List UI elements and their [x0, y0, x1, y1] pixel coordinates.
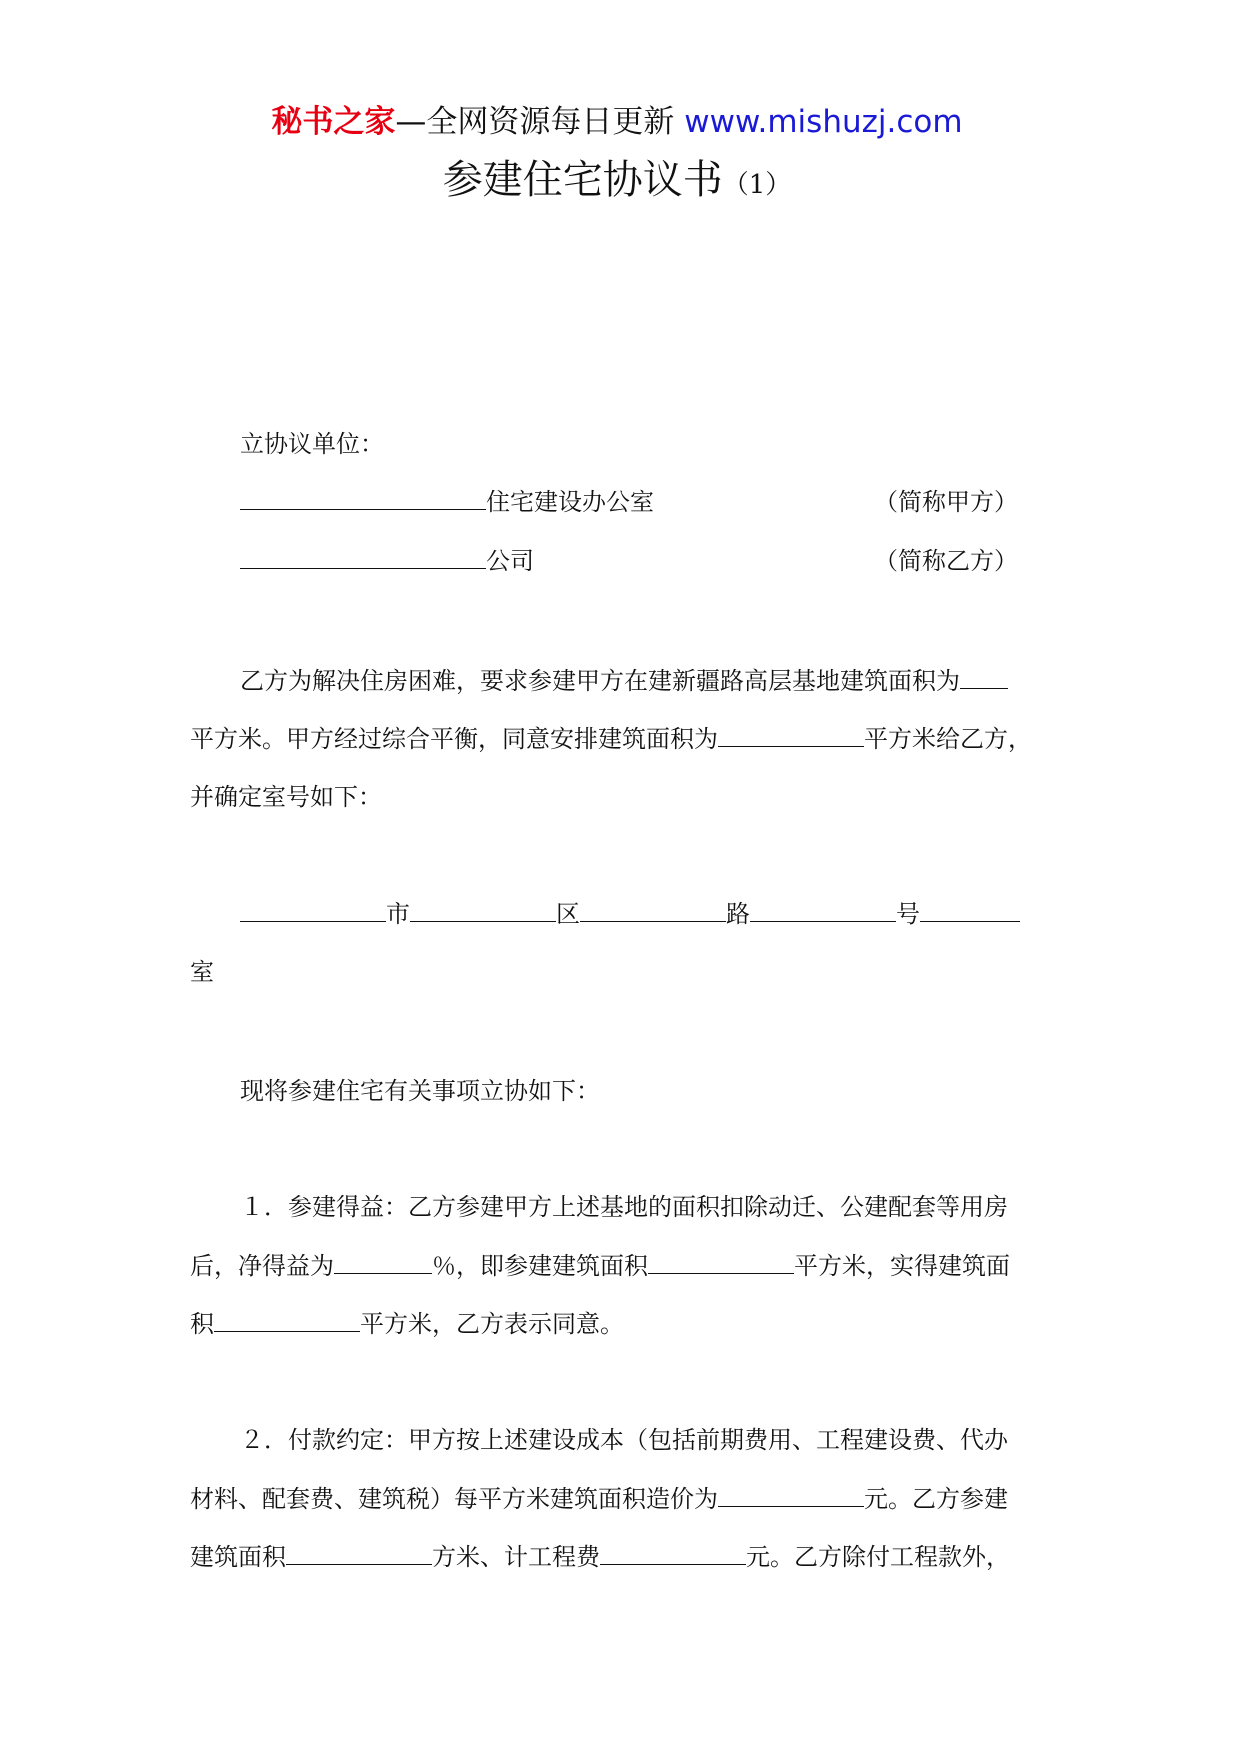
intro-area-blank: [960, 668, 1008, 689]
address-road: 路: [726, 900, 750, 928]
clause-1-percent-blank: [334, 1253, 432, 1274]
address-line: [240, 898, 1020, 930]
page-title: [0, 152, 1234, 213]
address-road-blank: [580, 901, 726, 922]
address-city-blank: [240, 901, 386, 922]
clause-1-area-blank: [648, 1253, 794, 1274]
clause-1-text-2b: ％，即参建建筑面积: [432, 1252, 648, 1280]
address-city: 市: [386, 900, 410, 928]
clause-2-area-blank: [286, 1544, 432, 1565]
title-number: （1）: [722, 170, 792, 200]
clause-1-line-1: １．参建得益：乙方参建甲方上述基地的面积扣除动迁、公建配套等用房: [240, 1193, 1008, 1221]
clause-1-net-area-blank: [214, 1311, 360, 1332]
clause-2-line-1: ２．付款约定：甲方按上述建设成本（包括前期费用、工程建设费、代办: [240, 1426, 1008, 1454]
clause-1-line-2: [190, 1250, 1010, 1282]
address-room-blank: [920, 901, 1020, 922]
site-url[interactable]: www.mishuzj.com: [684, 104, 963, 140]
header-tagline: —全网资源每日更新: [395, 104, 685, 140]
clause-1-text-2a: 后，净得益为: [190, 1252, 334, 1280]
party-b-abbr: （简称乙方）: [874, 547, 1018, 575]
clause-1-text-3b: 平方米，乙方表示同意。: [360, 1310, 624, 1338]
site-header: [0, 100, 1234, 144]
clause-2-price-blank: [718, 1486, 864, 1507]
intro-text-1: 乙方为解决住房困难，要求参建甲方在建新疆路高层基地建筑面积为: [240, 667, 960, 695]
address-district: 区: [556, 900, 580, 928]
intro-allotted-blank: [718, 726, 864, 747]
title-main: 参建住宅协议书: [442, 157, 723, 203]
address-room: 室: [190, 958, 214, 986]
clause-2-line-2: [190, 1483, 1008, 1515]
clause-2-line-3: [190, 1541, 1010, 1573]
address-number: 号: [896, 900, 920, 928]
party-a-blank: [240, 489, 486, 510]
brand-name: 秘书之家: [271, 104, 396, 140]
clause-2-text-3c: 元。乙方除付工程款外，: [746, 1543, 1010, 1571]
intro-text-2b: 平方米给乙方，: [864, 725, 1032, 753]
clause-2-text-3a: 建筑面积: [190, 1543, 286, 1571]
clause-2-text-3b: 方米、计工程费: [432, 1543, 600, 1571]
party-b-name: 公司: [486, 547, 534, 575]
party-a-abbr: （简称甲方）: [874, 488, 1018, 516]
parties-heading: 立协议单位：: [240, 430, 384, 458]
clause-2-text-2b: 元。乙方参建: [864, 1485, 1008, 1513]
address-district-blank: [410, 901, 556, 922]
intro-line-1: [240, 665, 1008, 697]
address-number-blank: [750, 901, 896, 922]
intro-text-2a: 平方米。甲方经过综合平衡，同意安排建筑面积为: [190, 725, 718, 753]
party-b-line: [240, 545, 534, 577]
clause-2-fee-blank: [600, 1544, 746, 1565]
party-a-name: 住宅建设办公室: [486, 488, 654, 516]
clauses-lead: 现将参建住宅有关事项立协如下：: [240, 1077, 600, 1105]
clause-1-text-3a: 积: [190, 1310, 214, 1338]
intro-line-2: [190, 723, 1032, 755]
party-a-line: [240, 486, 654, 518]
party-b-blank: [240, 548, 486, 569]
clause-1-line-3: [190, 1308, 624, 1340]
clause-1-text-2c: 平方米，实得建筑面: [794, 1252, 1010, 1280]
intro-line-3: 并确定室号如下：: [190, 783, 382, 811]
clause-2-text-2a: 材料、配套费、建筑税）每平方米建筑面积造价为: [190, 1485, 718, 1513]
